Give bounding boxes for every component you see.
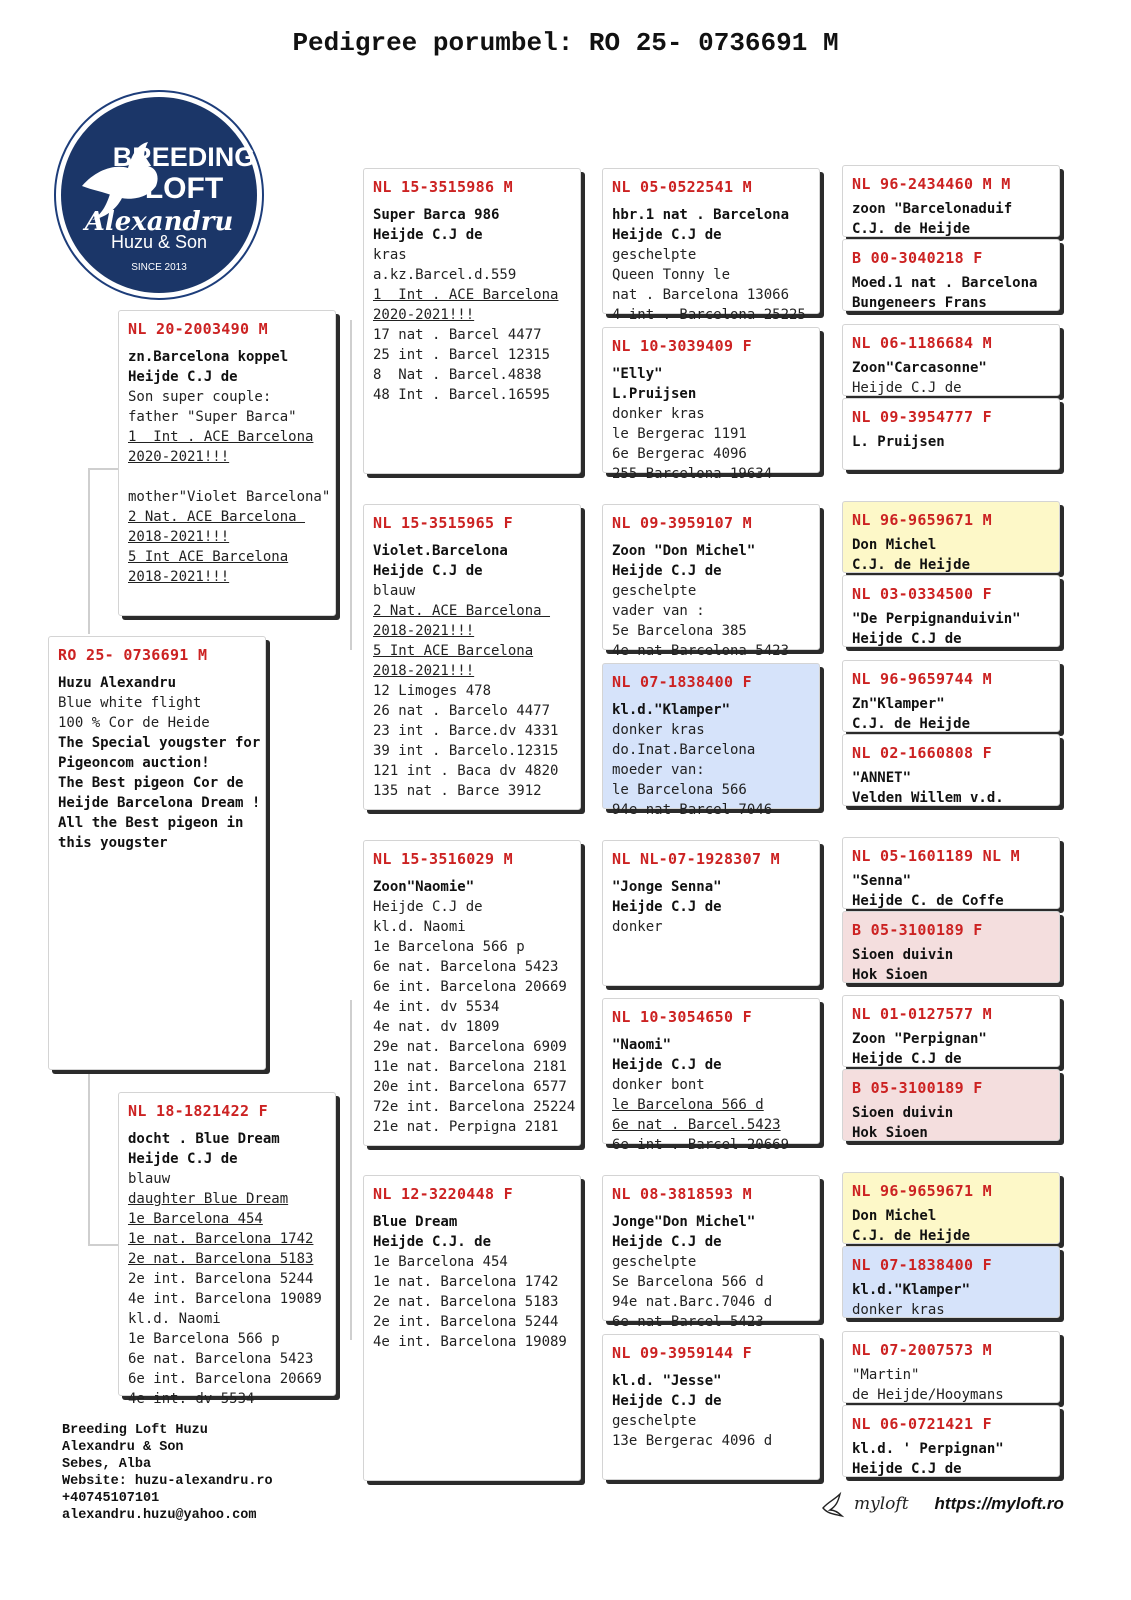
pedigree-line: 94e nat Barcel 7046: [612, 802, 773, 818]
pedigree-line: 6e nat. Barcelona 5423: [373, 959, 559, 975]
ring-number: NL 10-3054650 F: [612, 1008, 752, 1026]
connector: [88, 1070, 90, 1244]
ancestor-lines: [852, 358, 1050, 398]
ancestor-lines: [852, 1029, 1050, 1069]
connector: [350, 1000, 352, 1340]
pedigree-line: 8 Nat . Barcel.4838: [373, 367, 542, 383]
pedigree-line: C.J. de Heijde: [852, 221, 971, 237]
pedigree-line: docht . Blue Dream: [128, 1131, 280, 1147]
pedigree-line: 6e int . Barcel 20669: [612, 1137, 790, 1153]
ancestor-lines: [852, 694, 1050, 734]
svg-text:BREEDING: BREEDING: [112, 142, 256, 172]
pedigree-line: Heijde C. de Coffe: [852, 893, 1004, 909]
ancestor-lines: [373, 1212, 571, 1352]
ancestor-card: [842, 165, 1060, 237]
pedigree-line: 2020-2021!!!: [373, 307, 475, 323]
ancestor-lines: [852, 199, 1050, 239]
pedigree-line: geschelpte: [612, 1413, 697, 1429]
contact-line: alexandru.huzu@yahoo.com: [62, 1508, 257, 1523]
pedigree-line: kl.d. Naomi: [373, 919, 466, 935]
pedigree-line: Heijde C.J de: [373, 899, 483, 915]
ring-number: NL 07-1838400 F: [612, 673, 752, 691]
pedigree-line: mother"Violet Barcelona": [128, 489, 331, 505]
pedigree-line: Blue Dream: [373, 1214, 458, 1230]
pedigree-line: "Jonge Senna": [612, 879, 722, 895]
pedigree-line: "Martin": [852, 1367, 920, 1383]
pedigree-line: Blue white flight: [58, 695, 202, 711]
ring-number: NL 05-1601189 NL M: [852, 847, 1020, 865]
ring-number: NL 15-3515986 M: [373, 178, 513, 196]
pedigree-line: The Special yougster for: [58, 735, 261, 751]
ancestor-lines: [612, 205, 810, 325]
ancestor-lines: [612, 877, 810, 937]
pedigree-line: Heijde Barcelona Dream !: [58, 795, 261, 811]
pedigree-line: father "Super Barca": [128, 409, 297, 425]
pedigree-line: 2018-2021!!!: [373, 623, 475, 639]
pedigree-line: C.J. de Heijde: [852, 1228, 971, 1244]
pedigree-line: Zoon "Don Michel": [612, 543, 756, 559]
pedigree-line: 4e nat. dv 1809: [373, 1019, 500, 1035]
pedigree-line: Violet.Barcelona: [373, 543, 508, 559]
pedigree-line: 2e int. Barcelona 5244: [128, 1271, 314, 1287]
pedigree-line: "De Perpignanduivin": [852, 611, 1021, 627]
ring-number: NL 05-0522541 M: [612, 178, 752, 196]
connector: [350, 320, 352, 650]
pedigree-line: Moed.1 nat . Barcelona: [852, 275, 1038, 291]
pedigree-line: 135 nat . Barce 3912: [373, 783, 542, 799]
pedigree-line: le Bergerac 1191: [612, 426, 747, 442]
ring-number: NL 06-1186684 M: [852, 334, 992, 352]
pedigree-line: Zn"Klamper": [852, 696, 945, 712]
pedigree-line: Heijde C.J de: [128, 1151, 238, 1167]
pedigree-line: Queen Tonny le: [612, 267, 731, 283]
ancestor-card: [842, 837, 1060, 909]
ancestor-card: [842, 1246, 1060, 1318]
pedigree-line: kl.d."Klamper": [612, 702, 731, 718]
ring-number: NL 08-3818593 M: [612, 1185, 752, 1203]
ancestor-card: [842, 239, 1060, 311]
ancestor-lines: [612, 1371, 810, 1451]
pedigree-line: "ANNET": [852, 770, 912, 786]
ring-number: NL 07-2007573 M: [852, 1341, 992, 1359]
ancestor-lines: [612, 364, 810, 484]
pedigree-line: 6e nat. Barcelona 5423: [128, 1351, 314, 1367]
pedigree-line: 6e int. Barcelona 20669: [373, 979, 567, 995]
ring-number: NL 15-3515965 F: [373, 514, 513, 532]
ancestor-lines: [852, 535, 1050, 575]
pedigree-line: vader van :: [612, 603, 705, 619]
pedigree-line: 5 Int ACE Barcelona: [373, 643, 534, 659]
ancestor-card: [842, 660, 1060, 732]
ancestor-lines: [852, 1280, 1050, 1320]
pedigree-line: donker kras: [612, 406, 705, 422]
pedigree-line: de Heijde/Hooymans: [852, 1387, 1004, 1403]
pedigree-line: 1e nat. Barcelona 1742: [373, 1274, 559, 1290]
pedigree-line: 1e nat. Barcelona 1742: [128, 1231, 314, 1247]
svg-text:LOFT: LOFT: [144, 172, 224, 205]
pedigree-line: Heijde C.J de: [612, 563, 722, 579]
dam-card: [118, 1092, 336, 1407]
pedigree-line: Heijde C.J de: [852, 1461, 962, 1477]
dam-lines: [128, 1129, 326, 1409]
ancestor-card: [602, 1334, 820, 1480]
ancestor-lines: [852, 1439, 1050, 1479]
ring-number: B 05-3100189 F: [852, 921, 983, 939]
pedigree-line: 2020-2021!!!: [128, 449, 230, 465]
pedigree-line: 11e nat. Barcelona 2181: [373, 1059, 567, 1075]
pedigree-line: 6e nat Barcel 5423: [612, 1314, 764, 1330]
pedigree-line: 48 Int . Barcel.16595: [373, 387, 551, 403]
pedigree-line: geschelpte: [612, 1254, 697, 1270]
pedigree-line: 26 nat . Barcelo 4477: [373, 703, 551, 719]
pedigree-line: 94e nat.Barc.7046 d: [612, 1294, 773, 1310]
pedigree-line: kras: [373, 247, 407, 263]
ancestor-lines: [852, 1365, 1050, 1405]
pedigree-line: 13e Bergerac 4096 d: [612, 1433, 773, 1449]
pedigree-line: C.J. de Heijde: [852, 716, 971, 732]
pedigree-line: this yougster: [58, 835, 168, 851]
pedigree-line: The Best pigeon Cor de: [58, 775, 244, 791]
myloft-wordmark: myloft: [854, 1494, 909, 1514]
pedigree-line: Heijde C.J de: [373, 227, 483, 243]
pedigree-line: Hok Sioen: [852, 1125, 928, 1141]
pedigree-line: 4e int. dv 5534: [128, 1391, 255, 1407]
pedigree-line: 4e int. Barcelona 19089: [373, 1334, 567, 1350]
pedigree-line: 1e Barcelona 566 p: [128, 1331, 280, 1347]
pedigree-line: moeder van:: [612, 762, 705, 778]
pedigree-line: 100 % Cor de Heide: [58, 715, 210, 731]
svg-text:Huzu & Son: Huzu & Son: [110, 232, 208, 252]
pedigree-line: 121 int . Baca dv 4820: [373, 763, 559, 779]
svg-text:Alexandru: Alexandru: [84, 207, 234, 237]
ancestor-card: [363, 840, 581, 1146]
ancestor-card: [602, 168, 820, 323]
ring-number: NL 09-3954777 F: [852, 408, 992, 426]
pedigree-line: 4e int. dv 5534: [373, 999, 500, 1015]
ancestor-card: [842, 324, 1060, 396]
ancestor-lines: [612, 1212, 810, 1332]
ring-number: NL 06-0721421 F: [852, 1415, 992, 1433]
pedigree-line: zn.Barcelona koppel: [128, 349, 289, 365]
pedigree-line: Se Barcelona 566 d: [612, 1274, 764, 1290]
pedigree-line: 4 int . Barcelona 25225: [612, 307, 806, 323]
pedigree-line: Heijde C.J de: [128, 369, 238, 385]
pedigree-line: "Naomi": [612, 1037, 672, 1053]
pedigree-line: geschelpte: [612, 583, 697, 599]
ancestor-lines: [852, 768, 1050, 808]
ancestor-card: [602, 504, 820, 659]
pedigree-line: 6e int. Barcelona 20669: [128, 1371, 322, 1387]
contact-line: +40745107101: [62, 1491, 160, 1506]
pedigree-line: 29e nat. Barcelona 6909: [373, 1039, 567, 1055]
pedigree-line: Don Michel: [852, 1208, 937, 1224]
pedigree-line: 1e Barcelona 566 p: [373, 939, 525, 955]
pedigree-line: C.J. de Heijde: [852, 557, 971, 573]
pedigree-line: donker kras: [852, 1302, 945, 1318]
pedigree-line: donker bont: [612, 1077, 705, 1093]
ancestor-lines: [852, 871, 1050, 911]
pedigree-line: Huzu Alexandru: [58, 675, 177, 691]
ancestor-lines: [852, 1206, 1050, 1246]
pedigree-line: Heijde C.J. de: [373, 1234, 492, 1250]
pedigree-line: 12 Limoges 478: [373, 683, 492, 699]
pedigree-line: hbr.1 nat . Barcelona: [612, 207, 790, 223]
ancestor-card: [842, 1172, 1060, 1244]
pedigree-line: 17 nat . Barcel 4477: [373, 327, 542, 343]
pedigree-line: Bungeneers Frans: [852, 295, 987, 311]
pedigree-line: Heijde C.J de: [612, 1057, 722, 1073]
pedigree-line: 2 Nat. ACE Barcelona: [373, 603, 551, 619]
pedigree-line: 2018-2021!!!: [128, 529, 230, 545]
pedigree-line: 5 Int ACE Barcelona: [128, 549, 289, 565]
pedigree-line: Velden Willem v.d.: [852, 790, 1004, 806]
pedigree-line: kl.d. ' Perpignan": [852, 1441, 1004, 1457]
pedigree-line: 6e Bergerac 4096: [612, 446, 747, 462]
pedigree-line: 1 Int . ACE Barcelona: [128, 429, 314, 445]
ancestor-card: [842, 1069, 1060, 1141]
pedigree-line: donker kras: [612, 722, 705, 738]
pedigree-line: L.Pruijsen: [612, 386, 697, 402]
pedigree-line: 23 int . Barce.dv 4331: [373, 723, 559, 739]
ancestor-card: [363, 1175, 581, 1481]
pedigree-line: Zoon"Carcasonne": [852, 360, 987, 376]
subject-lines: [58, 673, 261, 853]
pedigree-line: do.Inat.Barcelona: [612, 742, 756, 758]
pedigree-line: "Senna": [852, 873, 912, 889]
ring-number: NL 09-3959107 M: [612, 514, 752, 532]
pedigree-line: 72e int. Barcelona 25224: [373, 1099, 576, 1115]
ring-number: NL 18-1821422 F: [128, 1102, 268, 1120]
pedigree-line: Don Michel: [852, 537, 937, 553]
ancestor-card: [842, 575, 1060, 647]
ancestor-card: [842, 734, 1060, 806]
ring-number: NL 09-3959144 F: [612, 1344, 752, 1362]
ring-number: B 00-3040218 F: [852, 249, 983, 267]
pedigree-line: Sioen duivin: [852, 1105, 954, 1121]
ancestor-lines: [612, 1035, 810, 1155]
pedigree-line: Heijde C.J de: [612, 899, 722, 915]
pedigree-line: 5e Barcelona 385: [612, 623, 747, 639]
ancestor-lines: [612, 700, 810, 820]
pedigree-line: L. Pruijsen: [852, 434, 945, 450]
connector: [88, 468, 118, 470]
pedigree-line: "Elly": [612, 366, 663, 382]
pedigree-line: [128, 467, 326, 487]
pedigree-line: 21e nat. Perpigna 2181: [373, 1119, 559, 1135]
ancestor-lines: [852, 609, 1050, 649]
ring-number: NL 96-9659744 M: [852, 670, 992, 688]
pedigree-line: 2e nat. Barcelona 5183: [128, 1251, 314, 1267]
pedigree-line: Zoon "Perpignan": [852, 1031, 987, 1047]
contact-line: Sebes, Alba: [62, 1457, 152, 1472]
pedigree-line: Heijde C.J de: [612, 1234, 722, 1250]
breeder-contact: [62, 1422, 273, 1524]
ring-number: NL 07-1838400 F: [852, 1256, 992, 1274]
ancestor-card: [842, 1331, 1060, 1403]
pedigree-line: kl.d. Naomi: [128, 1311, 221, 1327]
pedigree-line: 2 Nat. ACE Barcelona: [128, 509, 306, 525]
ancestor-lines: [373, 541, 571, 801]
pedigree-line: kl.d. "Jesse": [612, 1373, 722, 1389]
pedigree-line: Hok Sioen: [852, 967, 928, 983]
pedigree-line: 4e int. Barcelona 19089: [128, 1291, 322, 1307]
pedigree-line: 6e nat . Barcel.5423: [612, 1117, 781, 1133]
ring-number: RO 25- 0736691 M: [58, 646, 208, 664]
pedigree-line: Heijde C.J de: [852, 380, 962, 396]
ancestor-lines: [612, 541, 810, 661]
pedigree-line: Heijde C.J de: [852, 1051, 962, 1067]
contact-line: Breeding Loft Huzu: [62, 1423, 208, 1438]
ancestor-lines: [852, 945, 1050, 985]
pedigree-line: 2e nat. Barcelona 5183: [373, 1294, 559, 1310]
ring-number: NL 96-2434460 M M: [852, 175, 1011, 193]
ring-number: NL 01-0127577 M: [852, 1005, 992, 1023]
connector: [88, 1244, 118, 1246]
pedigree-line: geschelpte: [612, 247, 697, 263]
ancestor-card: [842, 501, 1060, 573]
pedigree-line: Heijde C.J de: [612, 227, 722, 243]
pedigree-line: kl.d."Klamper": [852, 1282, 971, 1298]
pedigree-line: Heijde C.J de: [612, 1393, 722, 1409]
pedigree-line: Heijde C.J de: [852, 631, 962, 647]
ring-number: NL 20-2003490 M: [128, 320, 268, 338]
pedigree-line: zoon "Barcelonaduif: [852, 201, 1013, 217]
ring-number: NL 15-3516029 M: [373, 850, 513, 868]
pedigree-line: daughter Blue Dream: [128, 1191, 289, 1207]
pedigree-line: Sioen duivin: [852, 947, 954, 963]
contact-line: Website: huzu-alexandru.ro: [62, 1474, 273, 1489]
pedigree-line: Son super couple:: [128, 389, 272, 405]
breeding-loft-logo: [52, 88, 266, 302]
pedigree-line: 1e Barcelona 454: [373, 1254, 508, 1270]
ring-number: NL NL-07-1928307 M: [612, 850, 780, 868]
pedigree-line: nat . Barcelona 13066: [612, 287, 790, 303]
pedigree-line: le Barcelona 566: [612, 782, 747, 798]
svg-text:SINCE 2013: SINCE 2013: [131, 262, 187, 273]
ancestor-lines: [373, 877, 576, 1137]
ring-number: NL 03-0334500 F: [852, 585, 992, 603]
ring-number: B 05-3100189 F: [852, 1079, 983, 1097]
myloft-branding: [820, 1490, 1064, 1518]
ancestor-card: [842, 1405, 1060, 1477]
pedigree-line: Pigeoncom auction!: [58, 755, 210, 771]
pedigree-line: 39 int . Barcelo.12315: [373, 743, 559, 759]
ring-number: NL 10-3039409 F: [612, 337, 752, 355]
pedigree-line: Jonge"Don Michel": [612, 1214, 756, 1230]
ring-number: NL 02-1660808 F: [852, 744, 992, 762]
ancestor-card: [363, 504, 581, 810]
ancestor-lines: [852, 1103, 1050, 1143]
ancestor-card: [602, 840, 820, 986]
pedigree-line: a.kz.Barcel.d.559: [373, 267, 517, 283]
pedigree-line: 2e int. Barcelona 5244: [373, 1314, 559, 1330]
pedigree-line: 2018-2021!!!: [128, 569, 230, 585]
pedigree-line: le Barcelona 566 d: [612, 1097, 764, 1113]
pedigree-line: Heijde C.J de: [373, 563, 483, 579]
ancestor-card: [602, 998, 820, 1153]
ancestor-lines: [852, 273, 1050, 313]
ring-number: NL 96-9659671 M: [852, 1182, 992, 1200]
ancestor-card: [363, 168, 581, 474]
ancestor-card: [602, 663, 820, 818]
pedigree-line: 2018-2021!!!: [373, 663, 475, 679]
ancestor-lines: [373, 205, 571, 405]
ancestor-card: [842, 911, 1060, 983]
connector: [88, 468, 90, 634]
pedigree-line: 25 int . Barcel 12315: [373, 347, 551, 363]
pedigree-line: 20e int. Barcelona 6577: [373, 1079, 567, 1095]
pedigree-line: Super Barca 986: [373, 207, 500, 223]
ancestor-card: [842, 398, 1060, 470]
ancestor-card: [602, 327, 820, 482]
pedigree-line: 4e nat Barcelona 5423: [612, 643, 790, 659]
page-title: Pedigree porumbel: RO 25- 0736691 M: [292, 28, 839, 58]
subject-pigeon-card: [48, 636, 266, 1070]
ring-number: NL 96-9659671 M: [852, 511, 992, 529]
pedigree-line: All the Best pigeon in: [58, 815, 244, 831]
pedigree-line: blauw: [128, 1171, 171, 1187]
pedigree-line: Zoon"Naomie": [373, 879, 475, 895]
pedigree-line: 1e Barcelona 454: [128, 1211, 263, 1227]
contact-line: Alexandru & Son: [62, 1440, 184, 1455]
sire-lines: [128, 347, 331, 587]
bird-icon: [820, 1490, 846, 1518]
myloft-url-link[interactable]: https://myloft.ro: [934, 1494, 1064, 1513]
pedigree-line: donker: [612, 919, 663, 935]
pedigree-line: 255 Barcelona 19634: [612, 466, 773, 482]
pedigree-line: blauw: [373, 583, 416, 599]
pedigree-line: 1 Int . ACE Barcelona: [373, 287, 559, 303]
ancestor-card: [842, 995, 1060, 1067]
ancestor-card: [602, 1175, 820, 1330]
ring-number: NL 12-3220448 F: [373, 1185, 513, 1203]
sire-card: [118, 310, 336, 616]
ancestor-lines: [852, 432, 1050, 452]
